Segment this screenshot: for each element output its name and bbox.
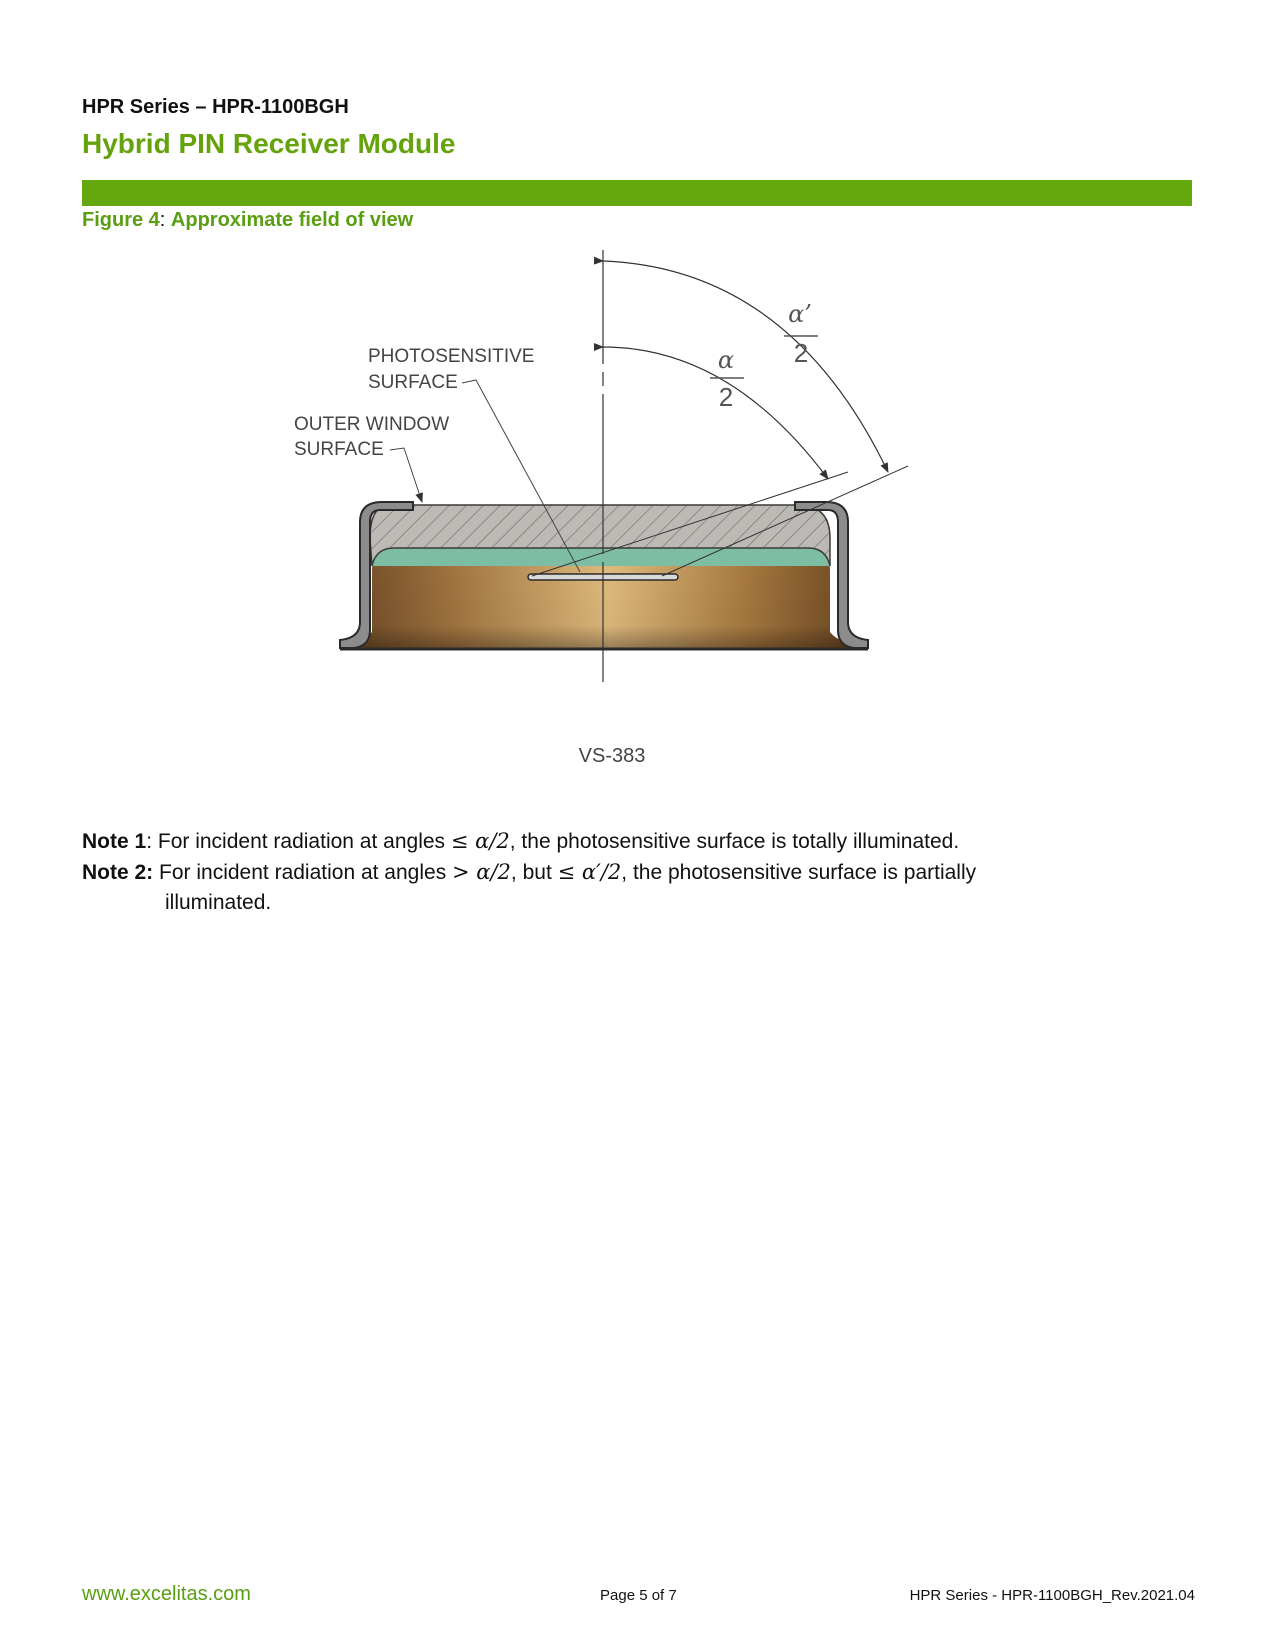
drawing-code: VS-383: [578, 745, 646, 767]
note-1-text-a: For incident radiation at angles: [152, 830, 451, 853]
note-2: [82, 857, 1192, 918]
housing-shadow: [350, 553, 848, 650]
alpha-prime-label: α’: [788, 300, 812, 328]
header-divider-bar: [82, 180, 1192, 206]
figure-caption-text: Approximate field of view: [170, 209, 414, 231]
figure-caption-separator: :: [159, 209, 171, 231]
alpha-prime-denominator: 2: [793, 338, 809, 368]
footer-doc-ref: HPR Series - HPR-1100BGH_Rev.2021.04: [909, 1587, 1195, 1604]
teal-layer: [372, 548, 830, 566]
arc-alpha-prime-half: [603, 261, 888, 472]
photosensitive-label-line1: PHOTOSENSITIVE: [368, 346, 535, 367]
outer-window-label-line2: SURFACE: [294, 439, 384, 460]
note-2-math-b: ≤ α′/2: [557, 860, 622, 884]
note-2-text-b: , but: [510, 861, 558, 884]
note-1-math-a: ≤ α/2: [450, 829, 510, 853]
footer-website-link[interactable]: www.excelitas.com: [82, 1583, 251, 1605]
note-2-label: Note 2:: [82, 861, 154, 884]
note-1-label-suffix: :: [146, 830, 153, 853]
note-2-text-a: For incident radiation at angles: [153, 861, 453, 884]
note-1-label: Note 1: [82, 830, 147, 853]
note-2-text-d: illuminated.: [165, 891, 272, 914]
note-2-text-c: , the photosensitive surface is partially: [621, 861, 977, 884]
figure-caption: [82, 209, 413, 232]
field-of-view-diagram: [280, 250, 980, 790]
footer-page-number: Page 5 of 7: [600, 1587, 677, 1604]
figure-caption-label: Figure 4: [82, 209, 160, 231]
series-title: HPR Series – HPR-1100BGH: [82, 96, 349, 118]
outer-window-label-line1: OUTER WINDOW: [294, 414, 450, 435]
photosensitive-label-line2: SURFACE: [368, 372, 458, 393]
outer-window-leader: [390, 448, 422, 502]
alpha-denominator: 2: [718, 382, 734, 412]
alpha-label: α: [717, 346, 735, 374]
note-1: [82, 826, 1192, 857]
page-title: Hybrid PIN Receiver Module: [82, 128, 456, 159]
note-2-math-a: > α/2: [452, 860, 511, 884]
notes-section: [82, 826, 1192, 918]
note-1-text-b: , the photosensitive surface is totally illuminated.: [509, 830, 960, 853]
